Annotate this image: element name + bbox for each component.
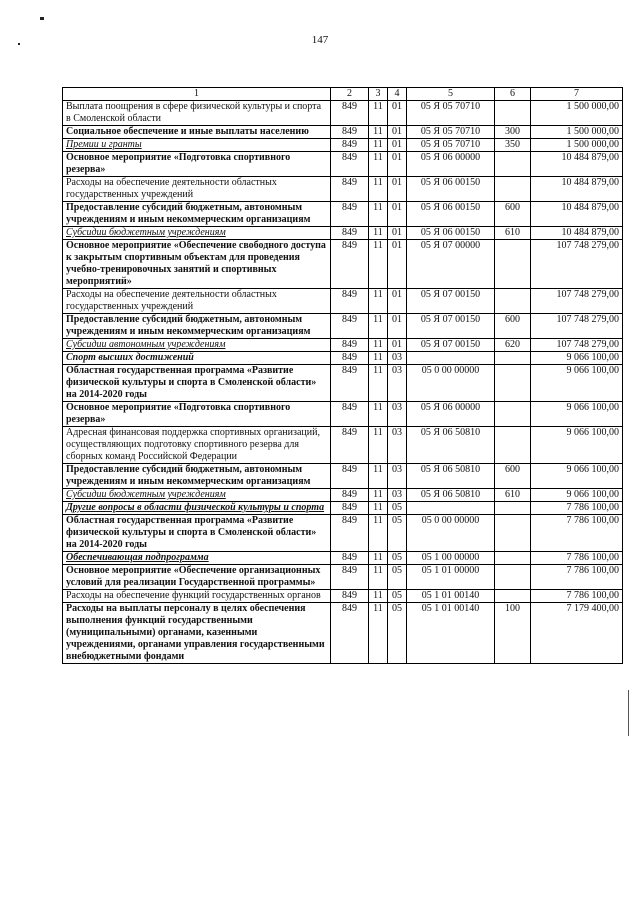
subsection-code-cell: 03 [388,352,407,365]
section-code-cell: 11 [369,101,388,126]
target-article-cell: 05 Я 07 00150 [407,314,495,339]
column-header-5: 5 [407,88,495,101]
subsection-code-cell: 03 [388,427,407,464]
expense-type-cell: 350 [495,139,531,152]
department-code-cell: 849 [331,502,369,515]
table-header-row [63,88,623,101]
scan-speck [40,17,44,20]
amount-cell: 9 066 100,00 [531,464,623,489]
target-article-cell: 05 Я 05 70710 [407,139,495,152]
row-name-cell: Областная государственная программа «Развитие физической культуры и спорта в Смоленской области» на 2014-2020 годы [63,515,331,552]
expense-type-cell [495,502,531,515]
table-row [63,139,623,152]
target-article-cell: 05 1 01 00000 [407,565,495,590]
subsection-code-cell: 05 [388,502,407,515]
expense-type-cell [495,152,531,177]
section-code-cell: 11 [369,289,388,314]
row-name-cell: Основное мероприятие «Подготовка спортивного резерва» [63,402,331,427]
amount-cell: 107 748 279,00 [531,339,623,352]
expense-type-cell [495,177,531,202]
subsection-code-cell: 05 [388,565,407,590]
budget-table [62,87,623,664]
subsection-code-cell: 01 [388,126,407,139]
department-code-cell: 849 [331,552,369,565]
subsection-code-cell: 01 [388,240,407,289]
amount-cell: 9 066 100,00 [531,402,623,427]
table-row [63,552,623,565]
department-code-cell: 849 [331,177,369,202]
target-article-cell: 05 Я 06 50810 [407,427,495,464]
row-name-cell: Другие вопросы в области физической культуры и спорта [63,502,331,515]
subsection-code-cell: 01 [388,314,407,339]
subsection-code-cell: 05 [388,603,407,664]
table-row [63,603,623,664]
subsection-code-cell: 01 [388,139,407,152]
expense-type-cell: 600 [495,202,531,227]
expense-type-cell: 620 [495,339,531,352]
section-code-cell: 11 [369,240,388,289]
amount-cell: 1 500 000,00 [531,126,623,139]
row-name-cell: Социальное обеспечение и иные выплаты населению [63,126,331,139]
amount-cell: 7 786 100,00 [531,565,623,590]
row-name-cell: Расходы на обеспечение деятельности областных государственных учреждений [63,289,331,314]
amount-cell: 10 484 879,00 [531,202,623,227]
subsection-code-cell: 01 [388,289,407,314]
column-header-3: 3 [369,88,388,101]
expense-type-cell: 100 [495,603,531,664]
amount-cell: 107 748 279,00 [531,289,623,314]
table-row [63,227,623,240]
target-article-cell: 05 0 00 00000 [407,515,495,552]
department-code-cell: 849 [331,289,369,314]
section-code-cell: 11 [369,552,388,565]
department-code-cell: 849 [331,227,369,240]
section-code-cell: 11 [369,427,388,464]
row-name-cell: Предоставление субсидий бюджетным, автономным учреждениям и иным некоммерческим организациям [63,464,331,489]
expense-type-cell [495,365,531,402]
subsection-code-cell: 01 [388,101,407,126]
section-code-cell: 11 [369,464,388,489]
department-code-cell: 849 [331,139,369,152]
subsection-code-cell: 03 [388,365,407,402]
subsection-code-cell: 05 [388,590,407,603]
row-name-cell: Основное мероприятие «Обеспечение свободного доступа к закрытым спортивным объектам для проведения учебно-тренировочных занятий и спортивных мероприятий» [63,240,331,289]
table-row [63,152,623,177]
column-header-7: 7 [531,88,623,101]
table-row [63,339,623,352]
table-row [63,515,623,552]
expense-type-cell [495,289,531,314]
row-name-cell: Предоставление субсидий бюджетным, автономным учреждениям и иным некоммерческим организациям [63,314,331,339]
subsection-code-cell: 01 [388,177,407,202]
section-code-cell: 11 [369,202,388,227]
department-code-cell: 849 [331,126,369,139]
table-row [63,352,623,365]
department-code-cell: 849 [331,314,369,339]
column-header-2: 2 [331,88,369,101]
target-article-cell: 05 1 00 00000 [407,552,495,565]
target-article-cell: 05 Я 05 70710 [407,126,495,139]
target-article-cell: 05 Я 06 50810 [407,489,495,502]
subsection-code-cell: 03 [388,402,407,427]
amount-cell: 1 500 000,00 [531,101,623,126]
amount-cell: 7 786 100,00 [531,552,623,565]
table-row [63,502,623,515]
column-header-4: 4 [388,88,407,101]
target-article-cell [407,502,495,515]
section-code-cell: 11 [369,565,388,590]
department-code-cell: 849 [331,365,369,402]
section-code-cell: 11 [369,314,388,339]
target-article-cell: 05 0 00 00000 [407,365,495,402]
department-code-cell: 849 [331,240,369,289]
row-name-cell: Предоставление субсидий бюджетным, автономным учреждениям и иным некоммерческим организациям [63,202,331,227]
target-article-cell: 05 Я 06 00000 [407,402,495,427]
target-article-cell: 05 Я 06 00150 [407,202,495,227]
expense-type-cell [495,590,531,603]
table-row [63,101,623,126]
target-article-cell: 05 Я 05 70710 [407,101,495,126]
expense-type-cell [495,552,531,565]
department-code-cell: 849 [331,339,369,352]
expense-type-cell [495,565,531,590]
section-code-cell: 11 [369,227,388,240]
row-name-cell: Субсидии автономным учреждениям [63,339,331,352]
section-code-cell: 11 [369,603,388,664]
target-article-cell: 05 Я 07 00150 [407,289,495,314]
amount-cell: 10 484 879,00 [531,177,623,202]
subsection-code-cell: 03 [388,489,407,502]
table-row [63,590,623,603]
amount-cell: 10 484 879,00 [531,227,623,240]
row-name-cell: Основное мероприятие «Подготовка спортивного резерва» [63,152,331,177]
table-row [63,177,623,202]
section-code-cell: 11 [369,502,388,515]
amount-cell: 1 500 000,00 [531,139,623,152]
expense-type-cell: 610 [495,227,531,240]
expense-type-cell [495,427,531,464]
target-article-cell [407,352,495,365]
subsection-code-cell: 05 [388,552,407,565]
target-article-cell: 05 1 01 00140 [407,590,495,603]
department-code-cell: 849 [331,402,369,427]
page-number: 147 [311,34,329,46]
department-code-cell: 849 [331,352,369,365]
column-header-6: 6 [495,88,531,101]
section-code-cell: 11 [369,339,388,352]
target-article-cell: 05 Я 06 00000 [407,152,495,177]
table-row [63,427,623,464]
table-row [63,289,623,314]
target-article-cell: 05 Я 07 00000 [407,240,495,289]
department-code-cell: 849 [331,101,369,126]
row-name-cell: Премии и гранты [63,139,331,152]
target-article-cell: 05 Я 06 00150 [407,227,495,240]
department-code-cell: 849 [331,603,369,664]
amount-cell: 7 179 400,00 [531,603,623,664]
table-row [63,126,623,139]
table-row [63,489,623,502]
amount-cell: 9 066 100,00 [531,365,623,402]
section-code-cell: 11 [369,152,388,177]
section-code-cell: 11 [369,489,388,502]
target-article-cell: 05 Я 07 00150 [407,339,495,352]
section-code-cell: 11 [369,365,388,402]
amount-cell: 7 786 100,00 [531,515,623,552]
section-code-cell: 11 [369,352,388,365]
subsection-code-cell: 01 [388,202,407,227]
row-name-cell: Спорт высших достижений [63,352,331,365]
amount-cell: 7 786 100,00 [531,590,623,603]
target-article-cell: 05 1 01 00140 [407,603,495,664]
subsection-code-cell: 01 [388,339,407,352]
expense-type-cell [495,515,531,552]
subsection-code-cell: 03 [388,464,407,489]
expense-type-cell [495,101,531,126]
amount-cell: 107 748 279,00 [531,240,623,289]
table-row [63,314,623,339]
row-name-cell: Субсидии бюджетным учреждениям [63,489,331,502]
expense-type-cell: 300 [495,126,531,139]
row-name-cell: Расходы на обеспечение функций государственных органов [63,590,331,603]
section-code-cell: 11 [369,590,388,603]
amount-cell: 9 066 100,00 [531,352,623,365]
department-code-cell: 849 [331,515,369,552]
table-row [63,565,623,590]
section-code-cell: 11 [369,402,388,427]
department-code-cell: 849 [331,464,369,489]
target-article-cell: 05 Я 06 50810 [407,464,495,489]
section-code-cell: 11 [369,139,388,152]
row-name-cell: Основное мероприятие «Обеспечение организационных условий для реализации Государственной программы» [63,565,331,590]
row-name-cell: Расходы на обеспечение деятельности областных государственных учреждений [63,177,331,202]
table-row [63,365,623,402]
row-name-cell: Субсидии бюджетным учреждениям [63,227,331,240]
expense-type-cell: 600 [495,314,531,339]
amount-cell: 10 484 879,00 [531,152,623,177]
amount-cell: 107 748 279,00 [531,314,623,339]
section-code-cell: 11 [369,515,388,552]
row-name-cell: Областная государственная программа «Развитие физической культуры и спорта в Смоленской области» на 2014-2020 годы [63,365,331,402]
scan-edge-mark [628,690,629,736]
department-code-cell: 849 [331,202,369,227]
table-row [63,202,623,227]
table-row [63,464,623,489]
expense-type-cell: 610 [495,489,531,502]
department-code-cell: 849 [331,427,369,464]
section-code-cell: 11 [369,177,388,202]
department-code-cell: 849 [331,565,369,590]
amount-cell: 7 786 100,00 [531,502,623,515]
amount-cell: 9 066 100,00 [531,427,623,464]
amount-cell: 9 066 100,00 [531,489,623,502]
table-row [63,240,623,289]
subsection-code-cell: 01 [388,152,407,177]
department-code-cell: 849 [331,152,369,177]
expense-type-cell: 600 [495,464,531,489]
column-header-1: 1 [63,88,331,101]
department-code-cell: 849 [331,489,369,502]
department-code-cell: 849 [331,590,369,603]
expense-type-cell [495,240,531,289]
table-row [63,402,623,427]
target-article-cell: 05 Я 06 00150 [407,177,495,202]
expense-type-cell [495,402,531,427]
expense-type-cell [495,352,531,365]
row-name-cell: Расходы на выплаты персоналу в целях обеспечения выполнения функций государственными (муниципальными) органами, казенными учреждениями, органами управления государственными внебюджетными фондами [63,603,331,664]
row-name-cell: Адресная финансовая поддержка спортивных организаций, осуществляющих подготовку спортивного резерва для сборных команд Российской Федерации [63,427,331,464]
subsection-code-cell: 05 [388,515,407,552]
section-code-cell: 11 [369,126,388,139]
row-name-cell: Выплата поощрения в сфере физической культуры и спорта в Смоленской области [63,101,331,126]
subsection-code-cell: 01 [388,227,407,240]
row-name-cell: Обеспечивающая подпрограмма [63,552,331,565]
